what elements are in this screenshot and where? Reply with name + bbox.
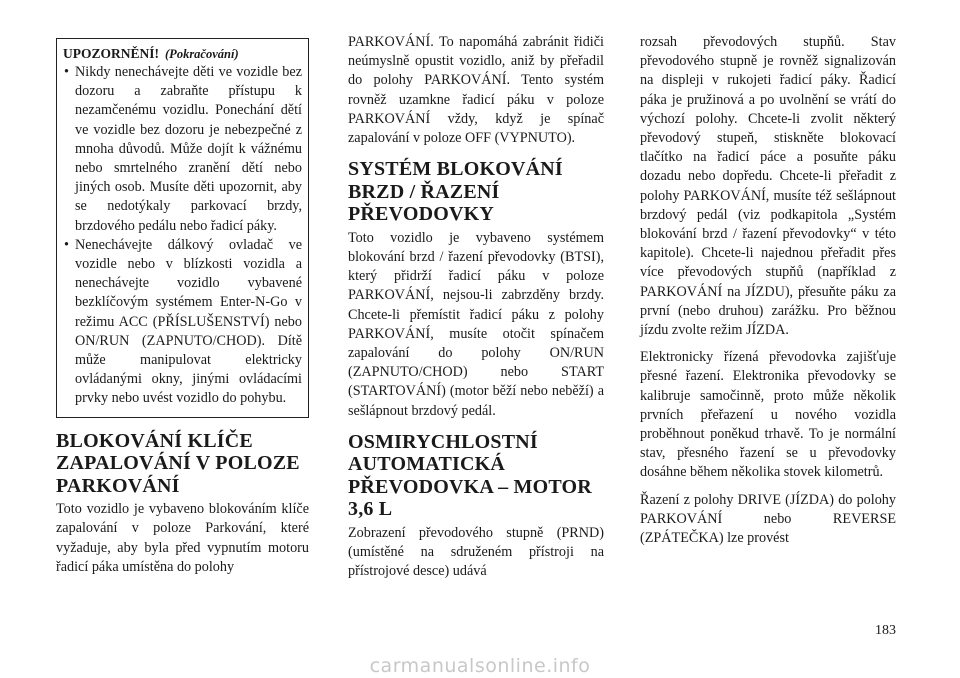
warning-continued: (Pokračování) xyxy=(165,47,239,61)
key-lock-paragraph: Toto vozidlo je vybaveno blokováním klíče zapalování v poloze Parkování, které vyžaduje, aby byla před vypnutím motoru řadicí páka umístěna do polohy xyxy=(56,501,309,575)
btsi-paragraph: Toto vozidlo je vybaveno systémem blokování brzd / řazení převodovky (BTSI), který přidrží řadicí páku v poloze PARKOVÁNÍ, nejsou-li zabrzděny brzdy. Chcete-li přemístit řadicí páku z polohy PARKOVÁNÍ, musíte otočit spínačem zapalování do polohy ON/RUN (ZAPNUTO/CHOD) nebo START (STARTOVÁNÍ) (motor běží nebo neběží) a sešlápnout brzdový pedál. xyxy=(348,229,604,419)
warning-header xyxy=(63,45,302,63)
warning-item xyxy=(63,63,302,236)
page-number: 183 xyxy=(875,623,896,638)
warning-list xyxy=(63,63,302,409)
section-heading-key-lock: BLOKOVÁNÍ KLÍČE ZAPALOVÁNÍ V POLOZE PARKOVÁNÍ xyxy=(56,429,300,497)
column-left xyxy=(56,33,309,585)
warning-title: UPOZORNĚNÍ! xyxy=(63,46,160,61)
transmission-paragraph-continued: rozsah převodových stupňů. Stav převodového stupně je rovněž signalizován na displeji v rukojeti řadicí páky. Řadicí páka je pružinová a po uvolnění se vrátí do výchozí polohy. Chcete-li zvolit některý převodový stupeň, stiskněte blokovací tlačítko na řadicí páce a posuňte páku dozadu nebo dopředu. Chcete-li přeřadit z polohy PARKOVÁNÍ, musíte též sešlápnout brzdový pedál (viz podkapitola „Systém blokování brzd / řazení převodovky“ v této kapitole). Chcete-li najednou přeřadit přes více převodových stupňů (například z PARKOVÁNÍ na JÍZDU), přesuňte páku za první (nebo druhou) zarážku. Pro běžnou jízdu zvolte režim JÍZDA. xyxy=(640,34,896,339)
warning-item-text: Nenechávejte dálkový ovladač ve vozidle nebo v blízkosti vozidla a nenechávejte vozidlo vybavené bezklíčovým systémem Enter-N-Go v režimu ACC (PŘÍSLUŠENSTVÍ) nebo ON/RUN (ZAPNUTO/CHOD). Dítě může manipulovat elektricky ovládanými okny, jinými ovládacími prvky nebo uvést vozidlo do pohybu. xyxy=(75,236,302,407)
transmission-paragraph: Zobrazení převodového stupně (PRND) (umístěné na sdruženém přístroji na přístrojové desce) udává xyxy=(348,524,604,580)
bullet-icon: • xyxy=(64,236,69,253)
section-heading-transmission: OSMIRYCHLOSTNÍ AUTOMATICKÁ PŘEVODOVKA – MOTOR 3,6 L xyxy=(348,430,592,521)
section-heading-btsi: SYSTÉM BLOKOVÁNÍ BRZD / ŘAZENÍ PŘEVODOVKY xyxy=(348,158,563,226)
key-lock-paragraph-continued: PARKOVÁNÍ. To napomáhá zabránit řidiči neúmyslně opustit vozidlo, aniž by přeřadil do polohy PARKOVÁNÍ. Tento systém rovněž uzamkne řadicí páku v poloze PARKOVÁNÍ vždy, když je spínač zapalování v poloze OFF (VYPNUTO). xyxy=(348,34,604,147)
bullet-icon: • xyxy=(64,64,69,80)
column-middle xyxy=(348,33,604,589)
warning-box xyxy=(56,38,309,418)
watermark: carmanualsonline.info xyxy=(369,655,591,677)
warning-item xyxy=(63,236,302,409)
column-right xyxy=(640,33,896,556)
transmission-paragraph-3: Řazení z polohy DRIVE (JÍZDA) do polohy PARKOVÁNÍ nebo REVERSE (ZPÁTEČKA) lze provést xyxy=(640,491,896,547)
warning-item-text: Nikdy nenechávejte děti ve vozidle bez dozoru a zabraňte přístupu k nezamčenému vozidlu. Ponechání dětí ve vozidle bez dozoru je nebezpečné z mnoha důvodů. Může dojít k vážnému nebo smrtelného zranění dětí nebo jiných osob. Musíte děti upozornit, aby se nedotýkaly parkovací brzdy, brzdového pedálu nebo řadicí páky. xyxy=(75,64,302,234)
transmission-paragraph-2: Elektronicky řízená převodovka zajišťuje přesné řazení. Elektronika převodovky se kalibruje samočinně, proto může několik prvních přeřazení u nového vozidla proběhnout poněkud trhavě. To je normální stav, přesného řazení se u převodovky dosáhne během několika stovek kilometrů. xyxy=(640,349,896,481)
